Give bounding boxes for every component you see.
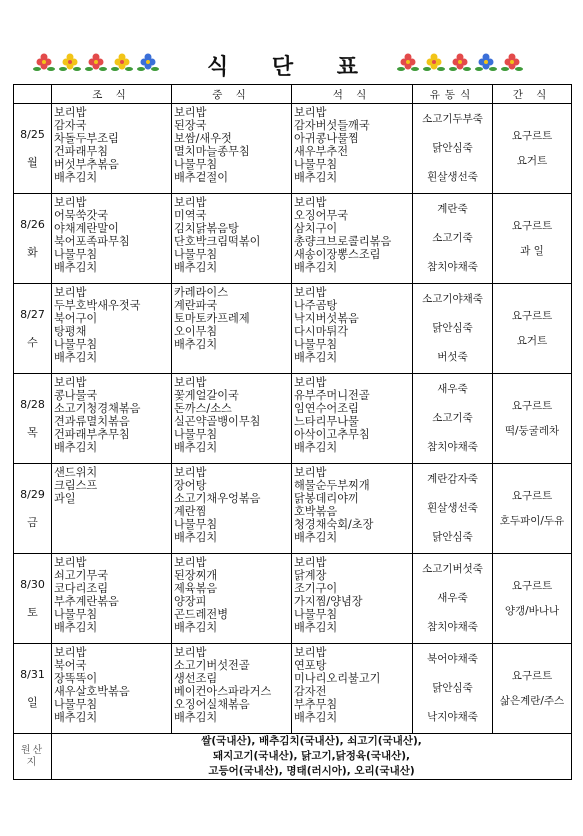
snack-cell — [493, 464, 572, 554]
origin-label-line: 원산 — [20, 744, 45, 756]
menu-item: 배추김치 — [54, 171, 98, 185]
day-row — [14, 554, 572, 644]
menu-item: 오이무침 — [174, 325, 218, 339]
menu-item: 아귀콩나물찜 — [294, 132, 359, 146]
menu-item: 나물무침 — [54, 248, 98, 262]
menu-item: 양장피 — [174, 595, 207, 609]
weekday-label: 월 — [27, 155, 38, 169]
menu-item: 낙지버섯볶음 — [294, 312, 359, 326]
menu-item: 오징어무국 — [294, 209, 349, 223]
menu-item: 보리밥 — [54, 376, 87, 389]
menu-item: 콩나물국 — [54, 389, 98, 403]
porridge-item: 계란죽 — [437, 203, 468, 215]
menu-item: 멸치마늘종무침 — [174, 145, 250, 159]
menu-item: 보리밥 — [294, 556, 327, 569]
date-label: 8/28 — [20, 397, 45, 411]
breakfast-cell — [52, 554, 172, 644]
breakfast-cell — [52, 284, 172, 374]
snack-item: 요구르트 — [511, 399, 553, 412]
porridge-item: 소고기죽 — [432, 412, 473, 424]
lunch-cell — [172, 644, 292, 734]
menu-item: 과일 — [54, 492, 76, 506]
menu-item: 김치닭볶음탕 — [174, 222, 239, 236]
porridge-item: 참치야채죽 — [427, 261, 478, 273]
snack-cell — [493, 104, 572, 194]
day-row — [14, 104, 572, 194]
menu-item: 북어국 — [54, 659, 87, 673]
menu-item: 새우부추전 — [294, 145, 349, 159]
weekday-label: 수 — [27, 335, 38, 349]
menu-item: 감자전 — [294, 685, 327, 699]
breakfast-cell — [52, 464, 172, 554]
porridge-item: 참치야채죽 — [427, 441, 478, 453]
menu-item: 보리밥 — [54, 286, 87, 299]
snack-item: 요거트 — [516, 334, 548, 347]
menu-item: 꽃게얼갈이국 — [174, 389, 239, 403]
menu-item: 나물무침 — [174, 158, 218, 172]
menu-item: 베이컨아스파라거스 — [174, 685, 272, 699]
porridge-item: 낙지야채죽 — [427, 711, 478, 723]
day-row — [14, 374, 572, 464]
porridge-cell — [413, 554, 493, 644]
header-row — [14, 85, 572, 104]
menu-item: 소고기버섯전골 — [174, 659, 250, 673]
menu-item: 보리밥 — [174, 376, 207, 389]
menu-item: 된장국 — [174, 119, 207, 133]
menu-item: 배추김치 — [294, 441, 338, 455]
menu-item: 소고기청경채볶음 — [54, 402, 141, 416]
date-cell — [14, 374, 52, 464]
dinner-cell — [292, 104, 413, 194]
menu-item: 배추김치 — [294, 261, 338, 275]
porridge-item: 닭안심죽 — [432, 142, 473, 154]
menu-item: 장똑똑이 — [54, 672, 98, 686]
snack-item: 요구르트 — [511, 669, 553, 682]
menu-item: 나주곰탕 — [294, 299, 338, 313]
menu-item: 나물무침 — [294, 608, 338, 622]
weekday-label: 목 — [27, 425, 38, 439]
date-cell — [14, 644, 52, 734]
porridge-item: 버섯죽 — [437, 351, 468, 363]
snack-cell — [493, 284, 572, 374]
menu-item: 크림스프 — [54, 479, 98, 493]
flower-icon — [500, 52, 524, 74]
porridge-item: 계란감자죽 — [427, 473, 478, 485]
menu-item: 보리밥 — [174, 196, 207, 209]
porridge-item: 소고기죽 — [432, 232, 473, 244]
origin-line: 쌀(국내산), 배추김치(국내산), 쇠고기(국내산), — [201, 735, 422, 747]
origin-row — [14, 734, 572, 780]
weekday-label: 일 — [27, 695, 38, 709]
snack-item: 삶은계란/주스 — [499, 694, 565, 707]
menu-item: 호박볶음 — [294, 505, 338, 519]
menu-item: 부추계란볶음 — [54, 595, 119, 609]
origin-label — [14, 734, 52, 780]
menu-item: 보리밥 — [174, 556, 207, 569]
lunch-cell — [172, 104, 292, 194]
menu-item: 나물무침 — [294, 338, 338, 352]
menu-item: 보쌈/새우젓 — [174, 132, 232, 146]
menu-item: 나물무침 — [174, 428, 218, 442]
day-row — [14, 284, 572, 374]
menu-item: 보리밥 — [294, 286, 327, 299]
menu-item: 북어구이 — [54, 312, 98, 326]
menu-item: 장어탕 — [174, 479, 207, 493]
menu-item: 보리밥 — [54, 106, 87, 119]
breakfast-cell — [52, 104, 172, 194]
snack-item: 요구르트 — [511, 309, 553, 322]
page-title: 식 단 표 — [206, 55, 377, 80]
snack-item: 떡/둥굴레차 — [504, 424, 560, 437]
date-label: 8/26 — [20, 217, 45, 231]
menu-item: 청경채숙회/초장 — [294, 518, 374, 532]
menu-item: 곤드레전병 — [174, 608, 229, 622]
menu-item: 보리밥 — [294, 376, 327, 389]
snack-item: 호두파이/두유 — [499, 514, 565, 527]
snack-item: 요구르트 — [511, 489, 553, 502]
header-dinner: 석 식 — [292, 85, 413, 104]
menu-item: 계란찜 — [174, 505, 207, 519]
menu-item: 감자버섯들깨국 — [294, 119, 370, 133]
menu-item: 조기구이 — [294, 582, 338, 596]
menu-item: 배추김치 — [54, 621, 98, 635]
menu-item: 오징어실채볶음 — [174, 698, 250, 712]
lunch-cell — [172, 464, 292, 554]
menu-item: 보리밥 — [174, 466, 207, 479]
menu-item: 아삭이고추무침 — [294, 428, 370, 442]
header-snack: 간 식 — [493, 85, 572, 104]
flower-decoration-right — [396, 52, 524, 74]
origin-info — [52, 734, 572, 780]
menu-table — [13, 84, 572, 780]
lunch-cell — [172, 194, 292, 284]
menu-item: 토마토카프레제 — [174, 312, 250, 326]
menu-item: 닭계장 — [294, 569, 327, 583]
menu-item: 임연수어조림 — [294, 402, 359, 416]
menu-item: 샌드위치 — [54, 466, 98, 479]
menu-item: 새송이장뽕스조림 — [294, 248, 381, 262]
dinner-cell — [292, 464, 413, 554]
menu-item: 나물무침 — [54, 608, 98, 622]
snack-cell — [493, 644, 572, 734]
menu-item: 나물무침 — [174, 248, 218, 262]
menu-item: 보리밥 — [54, 646, 87, 659]
menu-item: 배추김치 — [174, 338, 218, 352]
menu-item: 배추김치 — [294, 531, 338, 545]
lunch-cell — [172, 554, 292, 644]
header-porridge: 유동식 — [413, 85, 493, 104]
menu-item: 닭봉데리야끼 — [294, 492, 359, 506]
flower-icon — [474, 52, 498, 74]
porridge-item: 닭안심죽 — [432, 322, 473, 334]
snack-item: 양갱/바나나 — [504, 604, 560, 617]
snack-cell — [493, 374, 572, 464]
lunch-cell — [172, 284, 292, 374]
date-cell — [14, 194, 52, 284]
porridge-cell — [413, 644, 493, 734]
porridge-cell — [413, 194, 493, 284]
menu-item: 배추김치 — [174, 441, 218, 455]
snack-item: 과 일 — [520, 244, 544, 257]
porridge-cell — [413, 374, 493, 464]
menu-item: 보리밥 — [54, 556, 87, 569]
porridge-cell — [413, 284, 493, 374]
menu-item: 유부주머니전골 — [294, 389, 370, 403]
menu-item: 보리밥 — [174, 106, 207, 119]
menu-item: 쇠고기무국 — [54, 569, 109, 583]
menu-item: 나물무침 — [294, 158, 338, 172]
menu-item: 연포탕 — [294, 659, 327, 673]
menu-item: 배추김치 — [294, 711, 338, 725]
origin-line: 돼지고기(국내산), 닭고기,닭정육(국내산), — [212, 750, 411, 762]
snack-item: 요구르트 — [511, 219, 553, 232]
menu-item: 느타리무나물 — [294, 415, 359, 429]
menu-item: 배추김치 — [174, 621, 218, 635]
header-lunch: 중 식 — [172, 85, 292, 104]
porridge-item: 소고기버섯죽 — [422, 563, 483, 575]
menu-item: 배추김치 — [174, 261, 218, 275]
lunch-cell — [172, 374, 292, 464]
dinner-cell — [292, 284, 413, 374]
menu-item: 버섯부추볶음 — [54, 158, 119, 172]
origin-label-line: 지 — [26, 756, 39, 768]
dinner-cell — [292, 194, 413, 284]
menu-item: 미나리오리불고기 — [294, 672, 381, 686]
menu-item: 나물무침 — [54, 698, 98, 712]
porridge-item: 새우죽 — [437, 592, 468, 604]
date-cell — [14, 554, 52, 644]
menu-item: 보리밥 — [294, 196, 327, 209]
porridge-cell — [413, 464, 493, 554]
date-label: 8/25 — [20, 127, 45, 141]
dinner-cell — [292, 644, 413, 734]
porridge-item: 새우죽 — [437, 383, 468, 395]
snack-cell — [493, 194, 572, 284]
menu-item: 배추김치 — [294, 351, 338, 365]
menu-item: 배추김치 — [54, 351, 98, 365]
header-date — [14, 85, 52, 104]
dinner-cell — [292, 374, 413, 464]
porridge-item: 닭안심죽 — [432, 531, 473, 543]
menu-item: 배추김치 — [174, 711, 218, 725]
menu-item: 북어포족파무침 — [54, 235, 130, 249]
day-row — [14, 644, 572, 734]
porridge-item: 소고기두부죽 — [422, 113, 483, 125]
menu-item: 단호박크림떡볶이 — [174, 235, 261, 249]
header — [0, 46, 583, 86]
date-cell — [14, 284, 52, 374]
menu-item: 삼치구이 — [294, 222, 338, 236]
menu-item: 나물무침 — [174, 518, 218, 532]
snack-item: 요구르트 — [511, 579, 553, 592]
porridge-item: 흰살생선죽 — [427, 502, 478, 514]
porridge-item: 북어야채죽 — [427, 653, 478, 665]
date-label: 8/29 — [20, 487, 45, 501]
menu-item: 소고기채우엉볶음 — [174, 492, 261, 506]
menu-item: 두부호박새우젓국 — [54, 299, 141, 313]
snack-item: 요거트 — [516, 154, 548, 167]
snack-cell — [493, 554, 572, 644]
menu-item: 제육볶음 — [174, 582, 218, 596]
header-breakfast: 조 식 — [52, 85, 172, 104]
porridge-item: 흰살생선죽 — [427, 171, 478, 183]
breakfast-cell — [52, 194, 172, 284]
menu-item: 된장찌개 — [174, 569, 218, 583]
menu-item: 건파래부추무침 — [54, 428, 130, 442]
menu-item: 보리밥 — [294, 646, 327, 659]
porridge-item: 소고기야채죽 — [422, 293, 483, 305]
flower-icon — [448, 52, 472, 74]
menu-item: 감자국 — [54, 119, 87, 133]
menu-item: 계란파국 — [174, 299, 218, 313]
flower-icon — [422, 52, 446, 74]
date-cell — [14, 104, 52, 194]
menu-item: 야채계란말이 — [54, 222, 119, 236]
porridge-item: 닭안심죽 — [432, 682, 473, 694]
menu-item: 어묵쑥갓국 — [54, 209, 109, 223]
breakfast-cell — [52, 644, 172, 734]
menu-item: 미역국 — [174, 209, 207, 223]
day-row — [14, 464, 572, 554]
menu-item: 보리밥 — [54, 196, 87, 209]
menu-item: 다시마튀각 — [294, 325, 349, 339]
menu-item: 카레라이스 — [174, 286, 229, 299]
snack-item: 요구르트 — [511, 129, 553, 142]
menu-item: 배추김치 — [54, 261, 98, 275]
menu-item: 보리밥 — [294, 106, 327, 119]
dinner-cell — [292, 554, 413, 644]
menu-item: 건파래무침 — [54, 145, 109, 159]
menu-item: 배추김치 — [174, 531, 218, 545]
menu-item: 해물순두부찌개 — [294, 479, 370, 493]
day-row — [14, 194, 572, 284]
breakfast-cell — [52, 374, 172, 464]
menu-item: 코다리조림 — [54, 582, 109, 596]
porridge-item: 참치야채죽 — [427, 621, 478, 633]
menu-item: 실곤약골뱅이무침 — [174, 415, 261, 429]
menu-item: 새우살호박볶음 — [54, 685, 130, 699]
menu-item: 배추김치 — [54, 441, 98, 455]
menu-item: 차돌두부조림 — [54, 132, 119, 146]
porridge-cell — [413, 104, 493, 194]
date-label: 8/31 — [20, 667, 45, 681]
date-label: 8/27 — [20, 307, 45, 321]
menu-item: 부추무침 — [294, 698, 338, 712]
weekday-label: 토 — [27, 605, 38, 619]
menu-item: 탕평채 — [54, 325, 87, 339]
menu-item: 견과류멸치볶음 — [54, 415, 130, 429]
menu-item: 배추김치 — [294, 621, 338, 635]
menu-body — [14, 104, 572, 734]
date-label: 8/30 — [20, 577, 45, 591]
weekday-label: 화 — [27, 245, 38, 259]
menu-item: 배추김치 — [294, 171, 338, 185]
menu-item: 배추겉절이 — [174, 171, 229, 185]
menu-item: 배추김치 — [54, 711, 98, 725]
menu-item: 총량크브로콜리볶음 — [294, 235, 392, 249]
menu-item: 나물무침 — [54, 338, 98, 352]
menu-item: 보리밥 — [294, 466, 327, 479]
menu-item: 생선조림 — [174, 672, 218, 686]
menu-item: 돈까스/소스 — [174, 402, 232, 416]
date-cell — [14, 464, 52, 554]
origin-line: 고등어(국내산), 명태(러시아), 오리(국내산) — [208, 765, 415, 777]
flower-icon — [396, 52, 420, 74]
menu-item: 가지찜/양념장 — [294, 595, 363, 609]
weekday-label: 금 — [27, 515, 38, 529]
menu-item: 보리밥 — [174, 646, 207, 659]
